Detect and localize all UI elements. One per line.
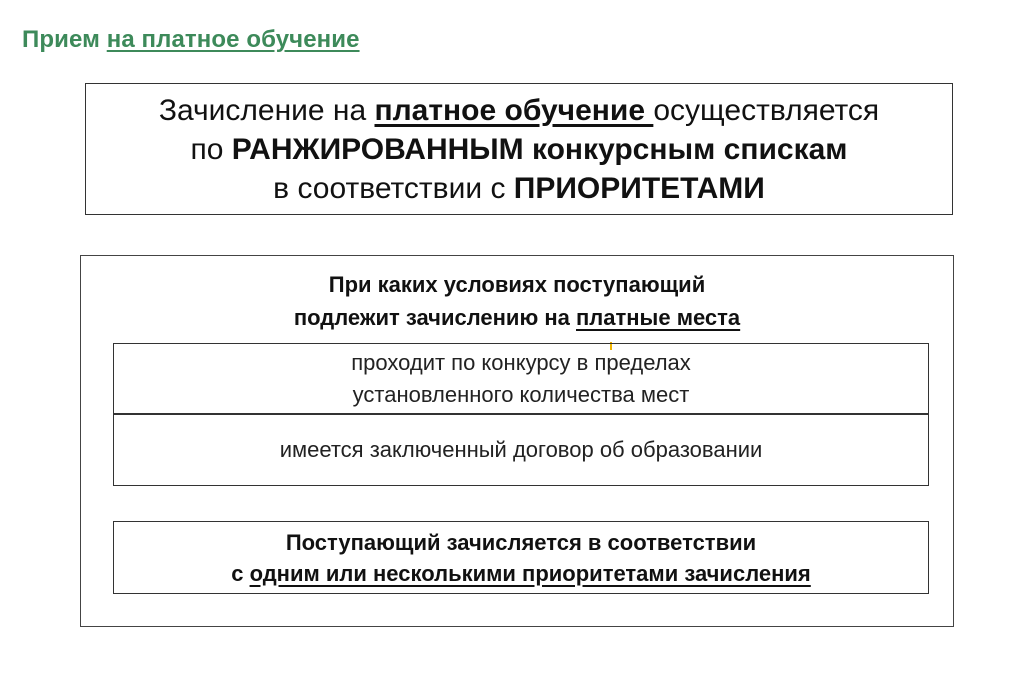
statement-emphasis: ПРИОРИТЕТАМИ <box>513 171 765 205</box>
condition-1-line-2: установленного количества мест <box>352 382 690 407</box>
statement-emphasis: РАНЖИРОВАННЫМ <box>231 132 524 166</box>
condition-box-1 <box>113 343 929 415</box>
statement-text: осуществляется <box>653 93 880 127</box>
slide-title <box>22 26 360 54</box>
enrollment-statement-box <box>85 83 953 215</box>
conclusion-underlined: одним или несколькими приоритетами зачисления <box>249 560 811 586</box>
title-underlined: на платное обучение <box>106 26 360 53</box>
condition-box-2 <box>113 413 929 486</box>
heading-line-2 <box>0 301 1024 334</box>
conclusion-text: с <box>231 560 250 586</box>
statement-emphasis: платное обучение <box>374 93 654 127</box>
heading-underlined: платные места <box>576 305 741 330</box>
statement-line-3 <box>273 169 765 208</box>
condition-2-text: имеется заключенный договор об образовании <box>279 436 763 462</box>
heading-line-1: При каких условиях поступающий <box>328 272 706 297</box>
statement-text: Зачисление на <box>158 93 375 127</box>
conclusion-box <box>113 521 929 594</box>
statement-emphasis: конкурсным спискам <box>523 132 848 166</box>
heading-text: подлежит зачислению на <box>293 305 576 330</box>
statement-text: по <box>190 132 232 166</box>
conditions-heading <box>0 268 1024 334</box>
title-prefix: Прием <box>22 26 107 53</box>
conclusion-line-1: Поступающий зачисляется в соответствии <box>285 529 757 555</box>
condition-1-line-1: проходит по конкурсу в пределах <box>351 350 691 375</box>
statement-text: в соответствии с <box>273 171 514 205</box>
statement-line-2 <box>191 130 848 169</box>
statement-line-1 <box>159 91 879 130</box>
conclusion-line-2 <box>231 558 811 589</box>
